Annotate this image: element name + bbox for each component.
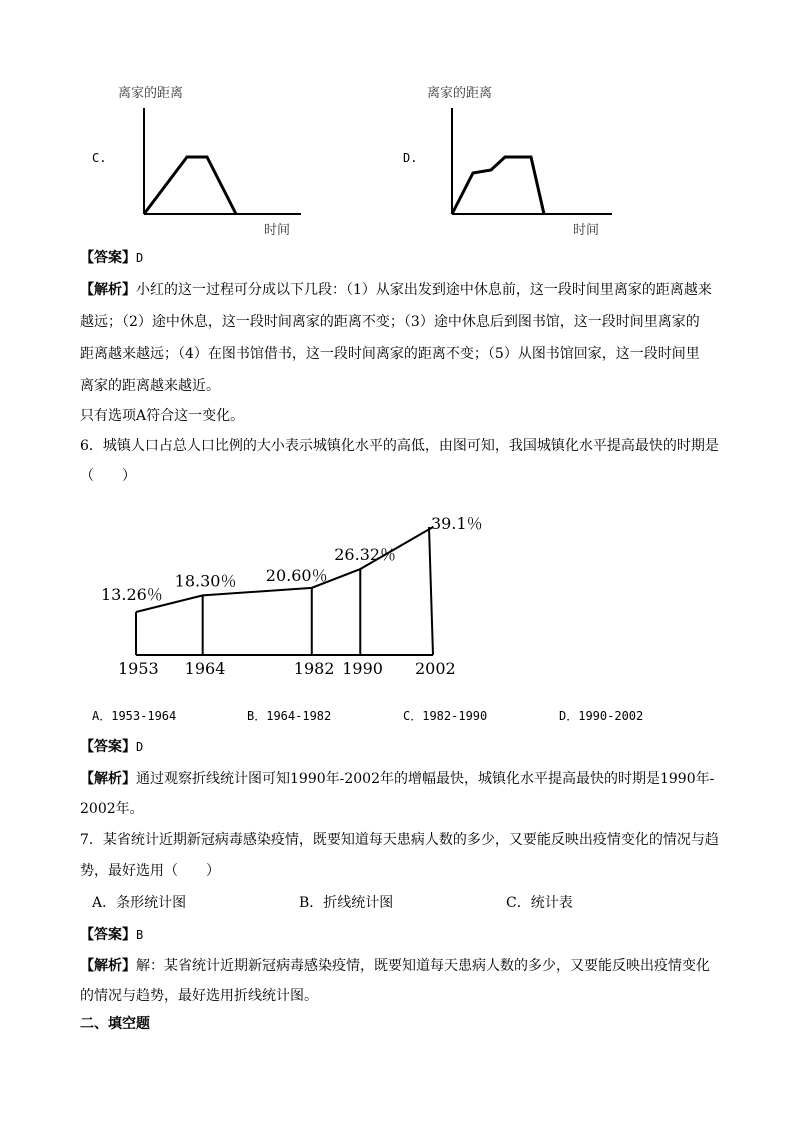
q5-analysis-line-2: 越远；（2）途中休息，这一段时间离家的距离不变；（3）途中休息后到图书馆，这一段时间里离家的 <box>80 314 700 330</box>
urbanization-chart <box>90 510 510 690</box>
q7-analysis-line-1: 【解析】解：某省统计近期新冠病毒感染疫情，既要知道每天患病人数的多少，又要能反映出疫情变化 <box>80 958 710 974</box>
q5-conclusion: 只有选项A符合这一变化。 <box>80 408 245 424</box>
q7-answer <box>80 925 143 945</box>
graph-c-line <box>144 157 236 214</box>
q6-answer-value: D <box>136 740 144 754</box>
q7-question-line-1: 7．某省统计近期新冠病毒感染疫情，既要知道每天患病人数的多少，又要能反映出疫情变化的情况与趋 <box>80 832 719 848</box>
q5-analysis-line-4: 离家的距离越来越近。 <box>80 378 220 394</box>
chart-year-label-1953: 1953 <box>118 659 159 678</box>
chart-value-label-1982: 20.60％ <box>265 565 328 585</box>
chart-year-label-1990: 1990 <box>342 659 383 678</box>
q5-analysis-line-1: 【解析】小红的这一过程可分成以下几段：（1）从家出发到途中休息前，这一段时间里离家的距离越来 <box>80 282 712 298</box>
q6-option-b: B．1964-1982 <box>247 709 332 723</box>
q6-analysis-line-1: 【解析】通过观察折线统计图可知1990年-2002年的增幅最快，城镇化水平提高最快的时期是1990年- <box>80 771 715 787</box>
graph-d-line <box>452 157 544 214</box>
q7-option-c: C．统计表 <box>506 895 573 911</box>
q6-option-d: D．1990-2002 <box>559 709 644 723</box>
q5-answer-value: D <box>136 251 144 265</box>
graph-c-xlabel: 时间 <box>264 223 291 238</box>
q7-option-b: B．折线统计图 <box>299 895 394 911</box>
q6-analysis-tag: 【解析】 <box>80 771 136 787</box>
section-title: 二、填空题 <box>80 1016 150 1032</box>
q5-analysis-line-3: 距离越来越远；（4）在图书馆借书，这一段时间离家的距离不变；（5）从图书馆回家，这一段时间里 <box>80 346 700 362</box>
q7-answer-tag: 【答案】 <box>80 927 136 943</box>
q7-analysis-tag: 【解析】 <box>80 958 136 974</box>
q7-question-line-2: 势，最好选用（ ） <box>80 863 220 879</box>
q5-answer-tag: 【答案】 <box>80 250 136 266</box>
q5-answer <box>80 248 143 268</box>
q6-option-a: A．1953-1964 <box>92 709 177 723</box>
graph-c <box>115 80 315 245</box>
chart-value-label-1964: 18.30％ <box>174 571 237 591</box>
q6-answer <box>80 737 143 757</box>
q6-analysis-line-2: 2002年。 <box>80 801 144 817</box>
graph-d-ylabel: 离家的距离 <box>427 86 493 101</box>
chart-year-label-1964: 1964 <box>184 659 226 678</box>
q5-analysis-tag: 【解析】 <box>80 282 136 298</box>
q7-option-a: A．条形统计图 <box>92 895 187 911</box>
chart-year-label-1982: 1982 <box>293 659 335 678</box>
q6-question-line-2: （ ） <box>80 468 136 484</box>
graph-d-xlabel: 时间 <box>573 223 600 238</box>
q7-answer-value: B <box>136 928 144 942</box>
q6-option-c: C．1982-1990 <box>403 709 488 723</box>
chart-year-label-2002: 2002 <box>415 659 456 678</box>
chart-value-label-1990: 26.32％ <box>334 545 397 565</box>
graph-d <box>423 80 623 245</box>
q7-analysis-line-2: 的情况与趋势，最好选用折线统计图。 <box>80 988 318 1004</box>
option-c-label: C. <box>92 151 107 165</box>
q6-question-line-1: 6．城镇人口占总人口比例的大小表示城镇化水平的高低，由图可知，我国城镇化水平提高最快的时期是 <box>80 438 719 454</box>
graph-c-ylabel: 离家的距离 <box>118 86 184 101</box>
chart-vertical-2002 <box>429 527 433 655</box>
q6-answer-tag: 【答案】 <box>80 739 136 755</box>
option-d-label: D. <box>403 151 418 165</box>
chart-value-label-2002: 39.1％ <box>431 514 483 533</box>
chart-value-label-1953: 13.26％ <box>101 585 163 604</box>
